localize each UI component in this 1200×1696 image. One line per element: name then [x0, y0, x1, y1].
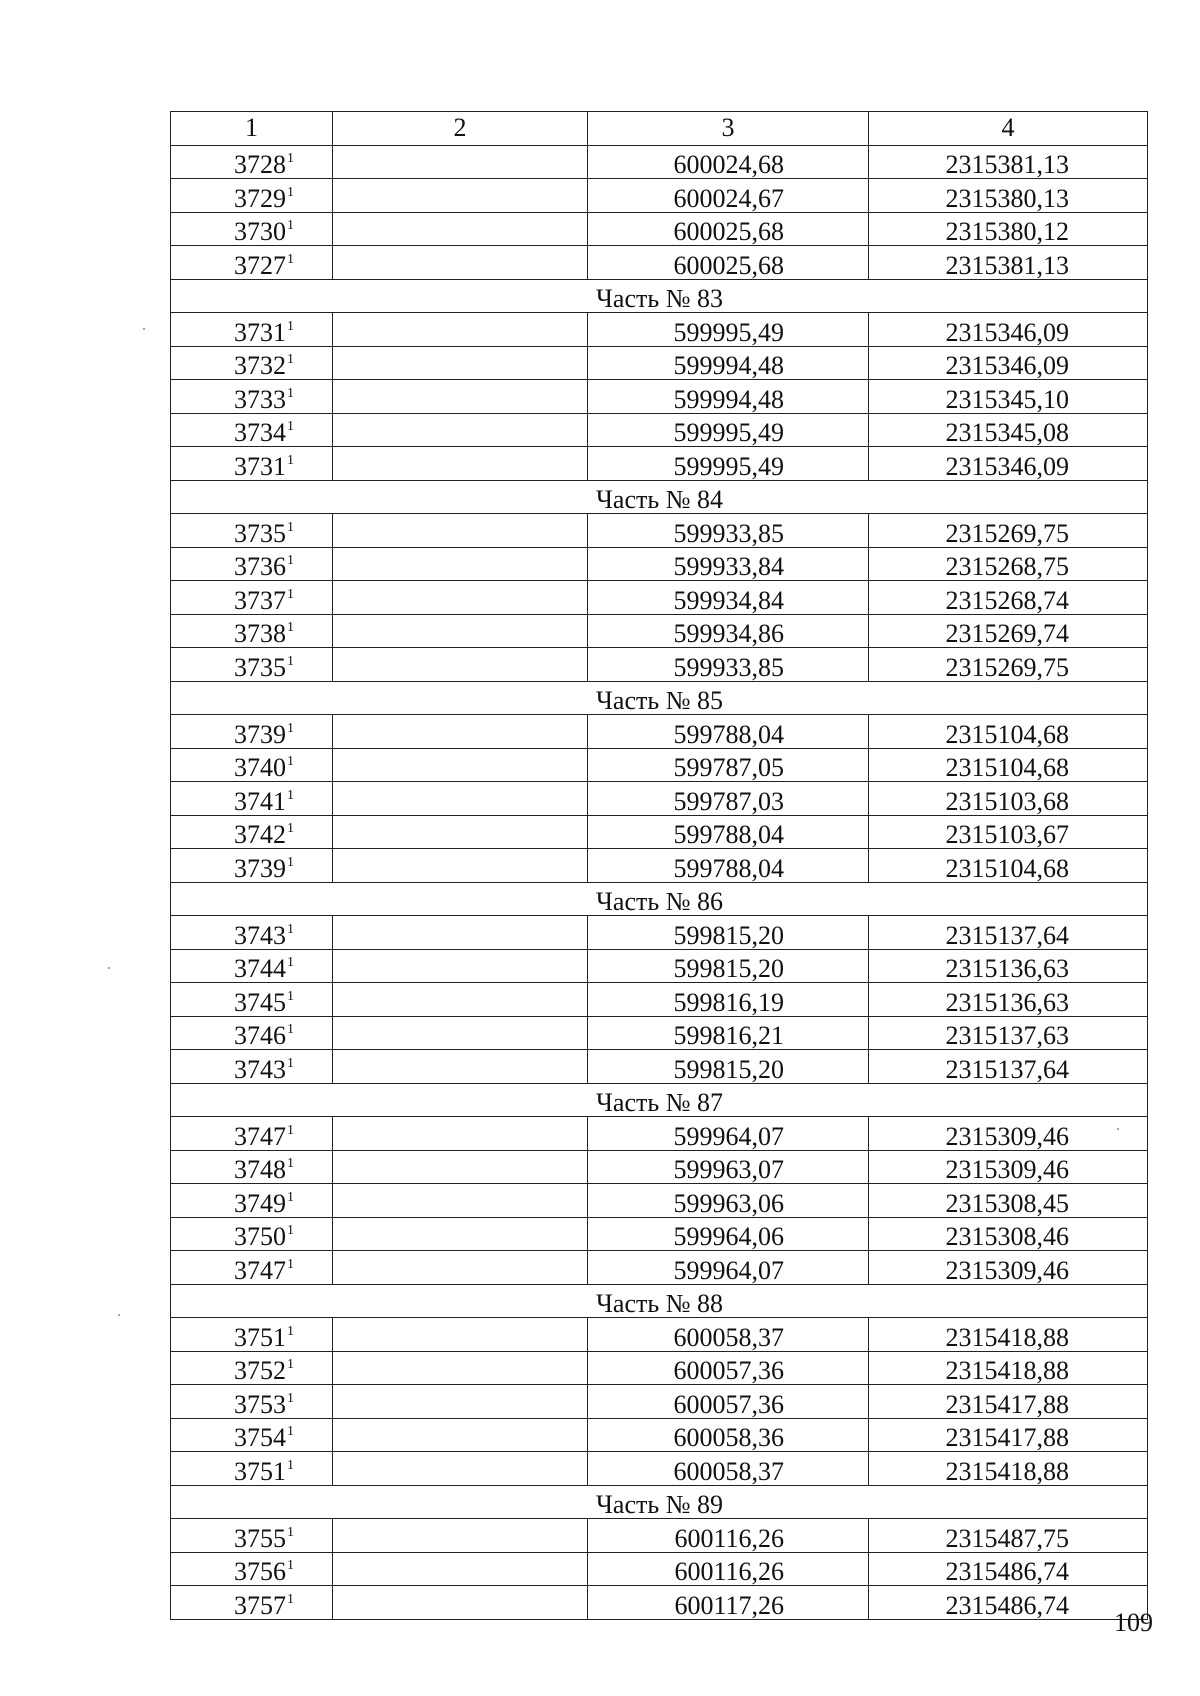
- point-number-cell: [171, 447, 333, 481]
- y-coordinate-cell: 2315104,68: [869, 715, 1148, 749]
- point-number: 3740: [234, 753, 286, 782]
- point-number-superscript: 1: [287, 586, 294, 602]
- table-row: [171, 916, 1148, 950]
- point-number-cell: [171, 179, 333, 213]
- section-label: Часть № 87: [171, 1083, 1148, 1117]
- y-coordinate-cell: 2315136,63: [869, 949, 1148, 983]
- table-row: [171, 1452, 1148, 1486]
- point-number-superscript: 1: [287, 1256, 294, 1272]
- empty-col-2-cell: [333, 614, 588, 648]
- point-number-cell: [171, 983, 333, 1017]
- y-coordinate-cell: 2315380,12: [869, 212, 1148, 246]
- section-label: Часть № 85: [171, 681, 1148, 715]
- point-number-superscript: 1: [287, 653, 294, 669]
- x-coordinate-cell: 599994,48: [588, 380, 869, 414]
- section-label: Часть № 83: [171, 279, 1148, 313]
- x-coordinate-cell: 599815,20: [588, 949, 869, 983]
- point-number: 3729: [234, 183, 286, 213]
- table-row: [171, 782, 1148, 816]
- point-number: 3731: [234, 451, 286, 481]
- empty-col-2-cell: [333, 1351, 588, 1385]
- table-body: [171, 145, 1148, 1619]
- empty-col-2-cell: [333, 581, 588, 615]
- x-coordinate-cell: 599934,84: [588, 581, 869, 615]
- point-number-superscript: 1: [287, 921, 294, 937]
- scan-speck: [118, 1314, 120, 1316]
- point-number: 3734: [234, 418, 286, 447]
- x-coordinate-cell: 599964,07: [588, 1251, 869, 1285]
- table-row: [171, 413, 1148, 447]
- empty-col-2-cell: [333, 179, 588, 213]
- x-coordinate-cell: 599788,04: [588, 715, 869, 749]
- y-coordinate-cell: 2315104,68: [869, 849, 1148, 883]
- point-number-cell: [171, 547, 333, 581]
- y-coordinate-cell: 2315381,13: [869, 145, 1148, 179]
- point-number-cell: [171, 581, 333, 615]
- empty-col-2-cell: [333, 447, 588, 481]
- x-coordinate-cell: 599788,04: [588, 815, 869, 849]
- table-row: [171, 1184, 1148, 1218]
- y-coordinate-cell: 2315345,08: [869, 413, 1148, 447]
- y-coordinate-cell: 2315268,74: [869, 581, 1148, 615]
- point-number-cell: [171, 313, 333, 347]
- empty-col-2-cell: [333, 514, 588, 548]
- empty-col-2-cell: [333, 1586, 588, 1620]
- empty-col-2-cell: [333, 1552, 588, 1586]
- table-row: [171, 1418, 1148, 1452]
- point-number-superscript: 1: [287, 553, 294, 568]
- point-number-superscript: 1: [287, 620, 294, 635]
- y-coordinate-cell: 2315486,74: [869, 1552, 1148, 1586]
- empty-col-2-cell: [333, 815, 588, 849]
- empty-col-2-cell: [333, 547, 588, 581]
- point-number: 3744: [234, 954, 286, 983]
- empty-col-2-cell: [333, 916, 588, 950]
- point-number-superscript: 1: [287, 184, 294, 200]
- header-col-2: 2: [333, 112, 588, 146]
- coordinates-table: [170, 111, 1148, 1620]
- point-number-superscript: 1: [287, 854, 294, 870]
- empty-col-2-cell: [333, 715, 588, 749]
- empty-col-2-cell: [333, 648, 588, 682]
- empty-col-2-cell: [333, 145, 588, 179]
- y-coordinate-cell: 2315269,75: [869, 514, 1148, 548]
- y-coordinate-cell: 2315487,75: [869, 1519, 1148, 1553]
- point-number-superscript: 1: [287, 821, 294, 836]
- empty-col-2-cell: [333, 313, 588, 347]
- table-row: [171, 179, 1148, 213]
- point-number-cell: [171, 748, 333, 782]
- point-number-cell: [171, 614, 333, 648]
- y-coordinate-cell: 2315103,68: [869, 782, 1148, 816]
- point-number-cell: [171, 949, 333, 983]
- section-label: Часть № 88: [171, 1284, 1148, 1318]
- x-coordinate-cell: 600057,36: [588, 1385, 869, 1419]
- x-coordinate-cell: 599815,20: [588, 916, 869, 950]
- x-coordinate-cell: 599963,07: [588, 1150, 869, 1184]
- x-coordinate-cell: 600024,68: [588, 145, 869, 179]
- y-coordinate-cell: 2315308,46: [869, 1217, 1148, 1251]
- point-number-superscript: 1: [287, 1156, 294, 1171]
- point-number-superscript: 1: [287, 1223, 294, 1238]
- point-number-cell: [171, 715, 333, 749]
- x-coordinate-cell: 599995,49: [588, 413, 869, 447]
- point-number-superscript: 1: [287, 1323, 294, 1339]
- empty-col-2-cell: [333, 212, 588, 246]
- point-number-cell: [171, 1016, 333, 1050]
- y-coordinate-cell: 2315269,74: [869, 614, 1148, 648]
- table-row: [171, 614, 1148, 648]
- x-coordinate-cell: 600116,26: [588, 1519, 869, 1553]
- table-row: [171, 1050, 1148, 1084]
- point-number-cell: [171, 346, 333, 380]
- x-coordinate-cell: 599816,21: [588, 1016, 869, 1050]
- y-coordinate-cell: 2315308,45: [869, 1184, 1148, 1218]
- empty-col-2-cell: [333, 949, 588, 983]
- point-number-cell: [171, 648, 333, 682]
- point-number-cell: [171, 916, 333, 950]
- point-number-cell: [171, 1117, 333, 1151]
- table-row: [171, 246, 1148, 280]
- point-number-superscript: 1: [287, 318, 294, 334]
- y-coordinate-cell: 2315268,75: [869, 547, 1148, 581]
- point-number: 3746: [234, 1021, 286, 1050]
- table-row: [171, 212, 1148, 246]
- empty-col-2-cell: [333, 1184, 588, 1218]
- point-number-cell: [171, 413, 333, 447]
- x-coordinate-cell: 599933,85: [588, 514, 869, 548]
- point-number-superscript: 1: [287, 1524, 294, 1540]
- point-number: 3747: [234, 1255, 286, 1285]
- point-number: 3754: [234, 1423, 286, 1452]
- point-number: 3752: [234, 1356, 286, 1385]
- empty-col-2-cell: [333, 1519, 588, 1553]
- table-row: [171, 1251, 1148, 1285]
- point-number: 3739: [234, 719, 286, 749]
- point-number: 3743: [234, 920, 286, 950]
- point-number: 3751: [234, 1322, 286, 1352]
- y-coordinate-cell: 2315346,09: [869, 313, 1148, 347]
- point-number: 3755: [234, 1523, 286, 1553]
- point-number-superscript: 1: [287, 1558, 294, 1573]
- section-row: [171, 1284, 1148, 1318]
- x-coordinate-cell: 600057,36: [588, 1351, 869, 1385]
- point-number: 3732: [234, 351, 286, 380]
- table-row: [171, 447, 1148, 481]
- scan-speck: [108, 967, 110, 969]
- y-coordinate-cell: 2315309,46: [869, 1117, 1148, 1151]
- table-row: [171, 715, 1148, 749]
- x-coordinate-cell: 599787,05: [588, 748, 869, 782]
- empty-col-2-cell: [333, 1452, 588, 1486]
- table-row: [171, 1519, 1148, 1553]
- x-coordinate-cell: 599995,49: [588, 313, 869, 347]
- empty-col-2-cell: [333, 748, 588, 782]
- point-number: 3730: [234, 217, 286, 246]
- y-coordinate-cell: 2315346,09: [869, 447, 1148, 481]
- point-number: 3748: [234, 1155, 286, 1184]
- page-number: 109: [1114, 1608, 1153, 1637]
- scan-speck: [143, 328, 145, 330]
- empty-col-2-cell: [333, 1117, 588, 1151]
- table-row: [171, 849, 1148, 883]
- point-number-superscript: 1: [287, 218, 294, 233]
- point-number-superscript: 1: [287, 1055, 294, 1071]
- empty-col-2-cell: [333, 1385, 588, 1419]
- point-number-superscript: 1: [287, 251, 294, 267]
- x-coordinate-cell: 599816,19: [588, 983, 869, 1017]
- point-number: 3735: [234, 518, 286, 548]
- empty-col-2-cell: [333, 246, 588, 280]
- point-number: 3739: [234, 853, 286, 883]
- point-number: 3727: [234, 250, 286, 280]
- point-number-superscript: 1: [287, 385, 294, 401]
- x-coordinate-cell: 599788,04: [588, 849, 869, 883]
- table-row: [171, 346, 1148, 380]
- section-row: [171, 480, 1148, 514]
- table-row: [171, 1117, 1148, 1151]
- y-coordinate-cell: 2315380,13: [869, 179, 1148, 213]
- x-coordinate-cell: 600025,68: [588, 212, 869, 246]
- y-coordinate-cell: 2315418,88: [869, 1452, 1148, 1486]
- table-row: [171, 748, 1148, 782]
- table-row: [171, 1016, 1148, 1050]
- y-coordinate-cell: 2315136,63: [869, 983, 1148, 1017]
- point-number: 3757: [234, 1590, 286, 1620]
- empty-col-2-cell: [333, 1418, 588, 1452]
- empty-col-2-cell: [333, 380, 588, 414]
- point-number: 3743: [234, 1054, 286, 1084]
- section-label: Часть № 84: [171, 480, 1148, 514]
- point-number: 3750: [234, 1222, 286, 1251]
- point-number-cell: [171, 1184, 333, 1218]
- point-number-superscript: 1: [287, 754, 294, 769]
- section-row: [171, 1083, 1148, 1117]
- table-row: [171, 1318, 1148, 1352]
- table-row: [171, 1351, 1148, 1385]
- point-number-superscript: 1: [287, 1457, 294, 1473]
- point-number-superscript: 1: [287, 419, 294, 434]
- point-number-cell: [171, 1050, 333, 1084]
- x-coordinate-cell: 599995,49: [588, 447, 869, 481]
- header-col-3: 3: [588, 112, 869, 146]
- y-coordinate-cell: 2315381,13: [869, 246, 1148, 280]
- point-number: 3753: [234, 1389, 286, 1419]
- y-coordinate-cell: 2315309,46: [869, 1150, 1148, 1184]
- section-row: [171, 279, 1148, 313]
- point-number-cell: [171, 1351, 333, 1385]
- table-row: [171, 1586, 1148, 1620]
- table-row: [171, 313, 1148, 347]
- point-number: 3738: [234, 619, 286, 648]
- empty-col-2-cell: [333, 346, 588, 380]
- y-coordinate-cell: 2315137,64: [869, 1050, 1148, 1084]
- table-row: [171, 1552, 1148, 1586]
- point-number: 3737: [234, 585, 286, 615]
- x-coordinate-cell: 600024,67: [588, 179, 869, 213]
- y-coordinate-cell: 2315417,88: [869, 1418, 1148, 1452]
- empty-col-2-cell: [333, 1016, 588, 1050]
- point-number-cell: [171, 514, 333, 548]
- point-number-cell: [171, 1385, 333, 1419]
- y-coordinate-cell: 2315346,09: [869, 346, 1148, 380]
- x-coordinate-cell: 599964,07: [588, 1117, 869, 1151]
- point-number-superscript: 1: [287, 787, 294, 803]
- point-number-superscript: 1: [287, 1022, 294, 1037]
- point-number-cell: [171, 1318, 333, 1352]
- x-coordinate-cell: 599933,85: [588, 648, 869, 682]
- empty-col-2-cell: [333, 1050, 588, 1084]
- point-number-cell: [171, 380, 333, 414]
- table-row: [171, 514, 1148, 548]
- y-coordinate-cell: 2315418,88: [869, 1318, 1148, 1352]
- table-row: [171, 145, 1148, 179]
- x-coordinate-cell: 600058,37: [588, 1452, 869, 1486]
- x-coordinate-cell: 600058,37: [588, 1318, 869, 1352]
- table-row: [171, 1385, 1148, 1419]
- y-coordinate-cell: 2315137,63: [869, 1016, 1148, 1050]
- x-coordinate-cell: 599994,48: [588, 346, 869, 380]
- empty-col-2-cell: [333, 1217, 588, 1251]
- section-row: [171, 882, 1148, 916]
- point-number-superscript: 1: [287, 1424, 294, 1439]
- x-coordinate-cell: 600058,36: [588, 1418, 869, 1452]
- table-row: [171, 648, 1148, 682]
- point-number-cell: [171, 145, 333, 179]
- x-coordinate-cell: 600025,68: [588, 246, 869, 280]
- header-col-1: 1: [171, 112, 333, 146]
- x-coordinate-cell: 599933,84: [588, 547, 869, 581]
- point-number: 3742: [234, 820, 286, 849]
- point-number-cell: [171, 1452, 333, 1486]
- point-number: 3745: [234, 987, 286, 1017]
- table-row: [171, 547, 1148, 581]
- point-number-superscript: 1: [287, 1357, 294, 1372]
- scan-speck: [1117, 1128, 1119, 1130]
- y-coordinate-cell: 2315345,10: [869, 380, 1148, 414]
- table-header-row: [171, 112, 1148, 146]
- empty-col-2-cell: [333, 983, 588, 1017]
- table-row: [171, 983, 1148, 1017]
- x-coordinate-cell: 600116,26: [588, 1552, 869, 1586]
- point-number-superscript: 1: [287, 452, 294, 468]
- point-number: 3749: [234, 1188, 286, 1218]
- y-coordinate-cell: 2315417,88: [869, 1385, 1148, 1419]
- empty-col-2-cell: [333, 849, 588, 883]
- empty-col-2-cell: [333, 1251, 588, 1285]
- point-number-cell: [171, 849, 333, 883]
- point-number-superscript: 1: [287, 519, 294, 535]
- point-number-superscript: 1: [287, 151, 294, 166]
- table-row: [171, 949, 1148, 983]
- empty-col-2-cell: [333, 1318, 588, 1352]
- point-number-cell: [171, 1418, 333, 1452]
- point-number: 3751: [234, 1456, 286, 1486]
- empty-col-2-cell: [333, 782, 588, 816]
- table-row: [171, 1150, 1148, 1184]
- y-coordinate-cell: 2315137,64: [869, 916, 1148, 950]
- y-coordinate-cell: 2315269,75: [869, 648, 1148, 682]
- section-row: [171, 681, 1148, 715]
- section-row: [171, 1485, 1148, 1519]
- point-number-cell: [171, 212, 333, 246]
- section-label: Часть № 89: [171, 1485, 1148, 1519]
- point-number-cell: [171, 782, 333, 816]
- point-number-superscript: 1: [287, 955, 294, 970]
- point-number: 3735: [234, 652, 286, 682]
- point-number-superscript: 1: [287, 1591, 294, 1607]
- point-number: 3741: [234, 786, 286, 816]
- point-number: 3733: [234, 384, 286, 414]
- x-coordinate-cell: 599815,20: [588, 1050, 869, 1084]
- point-number-cell: [171, 246, 333, 280]
- x-coordinate-cell: 600117,26: [588, 1586, 869, 1620]
- table-row: [171, 815, 1148, 849]
- table-row: [171, 1217, 1148, 1251]
- y-coordinate-cell: 2315103,67: [869, 815, 1148, 849]
- point-number-cell: [171, 1519, 333, 1553]
- point-number: 3736: [234, 552, 286, 581]
- x-coordinate-cell: 599964,06: [588, 1217, 869, 1251]
- point-number: 3731: [234, 317, 286, 347]
- empty-col-2-cell: [333, 413, 588, 447]
- point-number-superscript: 1: [287, 720, 294, 736]
- section-label: Часть № 86: [171, 882, 1148, 916]
- point-number-superscript: 1: [287, 1122, 294, 1138]
- empty-col-2-cell: [333, 1150, 588, 1184]
- point-number: 3756: [234, 1557, 286, 1586]
- point-number-cell: [171, 1150, 333, 1184]
- point-number-superscript: 1: [287, 1189, 294, 1205]
- y-coordinate-cell: 2315104,68: [869, 748, 1148, 782]
- table-row: [171, 380, 1148, 414]
- table-row: [171, 581, 1148, 615]
- point-number-cell: [171, 1251, 333, 1285]
- x-coordinate-cell: 599934,86: [588, 614, 869, 648]
- point-number-superscript: 1: [287, 988, 294, 1004]
- y-coordinate-cell: 2315309,46: [869, 1251, 1148, 1285]
- y-coordinate-cell: 2315486,74: [869, 1586, 1148, 1620]
- point-number-superscript: 1: [287, 1390, 294, 1406]
- y-coordinate-cell: 2315418,88: [869, 1351, 1148, 1385]
- x-coordinate-cell: 599787,03: [588, 782, 869, 816]
- point-number: 3728: [234, 150, 286, 179]
- point-number: 3747: [234, 1121, 286, 1151]
- point-number-cell: [171, 815, 333, 849]
- header-col-4: 4: [869, 112, 1148, 146]
- point-number-superscript: 1: [287, 352, 294, 367]
- point-number-cell: [171, 1552, 333, 1586]
- point-number-cell: [171, 1586, 333, 1620]
- x-coordinate-cell: 599963,06: [588, 1184, 869, 1218]
- point-number-cell: [171, 1217, 333, 1251]
